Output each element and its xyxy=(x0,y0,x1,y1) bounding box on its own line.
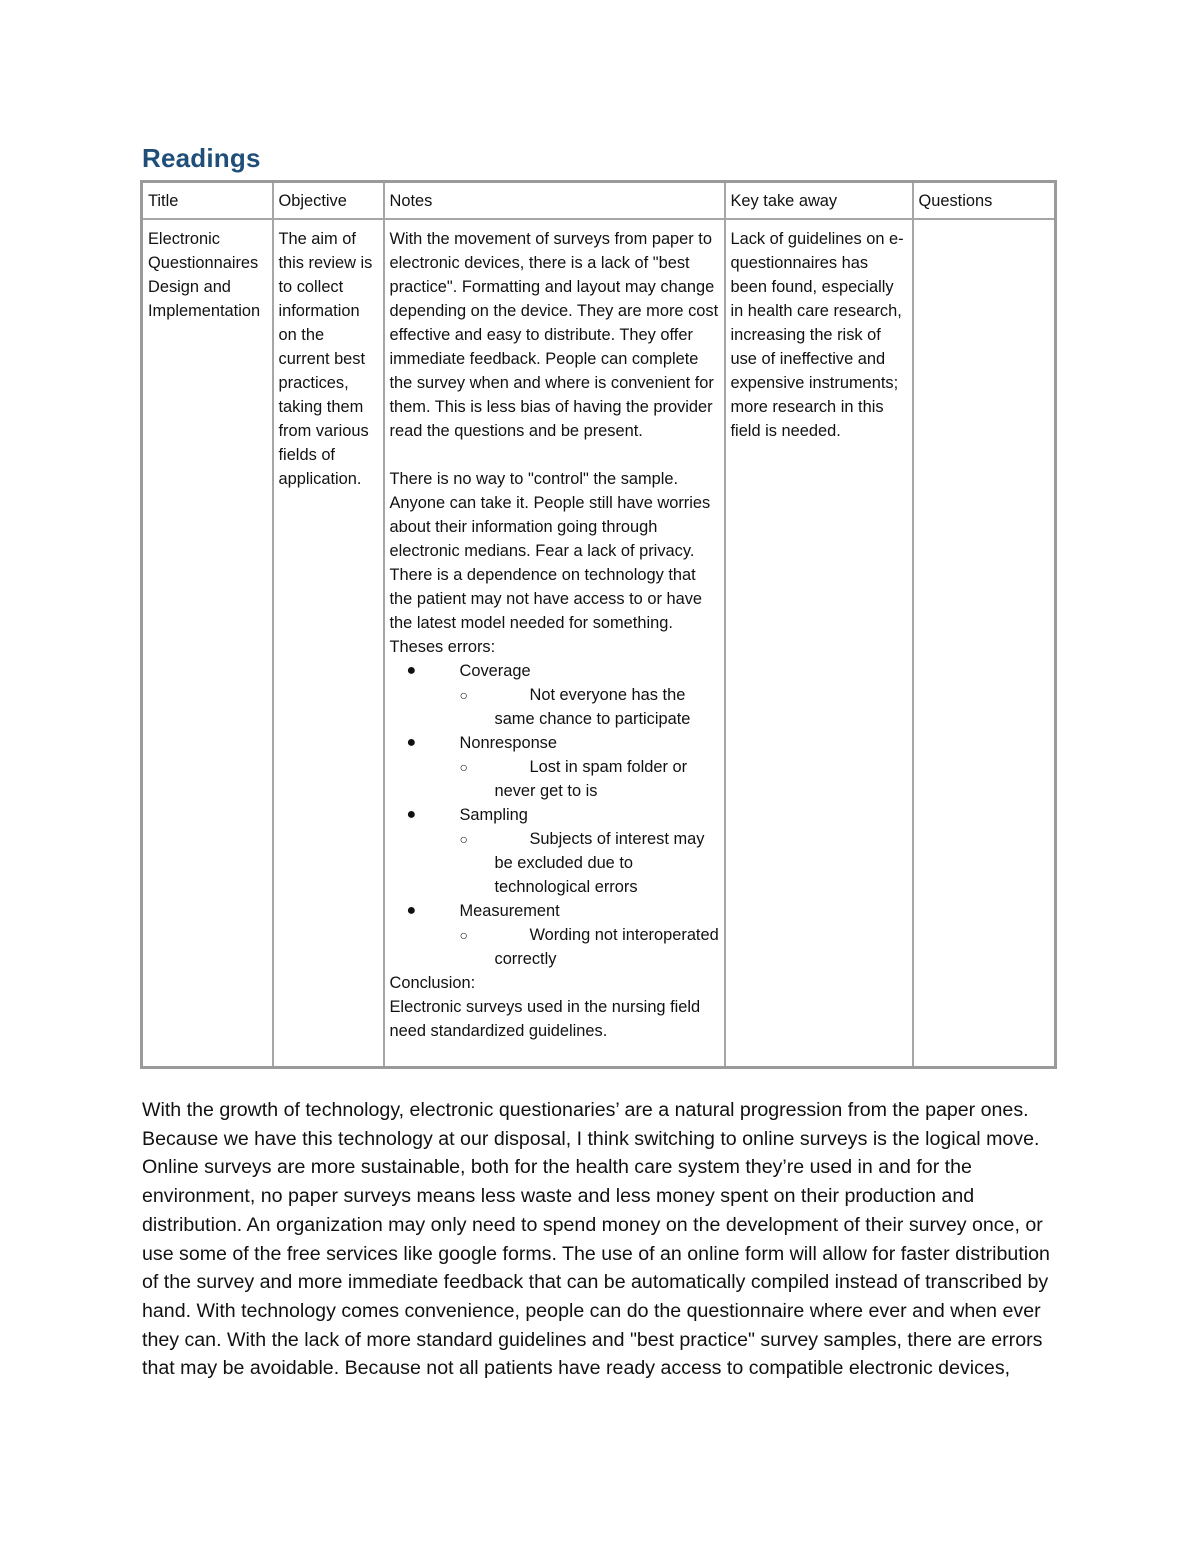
error-label: Nonresponse xyxy=(459,734,557,752)
error-detail: Not everyone has the same chance to participate xyxy=(494,686,691,728)
cell-questions xyxy=(913,219,1056,1068)
error-detail: Wording not interoperated correctly xyxy=(494,926,719,968)
error-label: Coverage xyxy=(459,662,531,680)
cell-notes xyxy=(384,219,725,1068)
list-item xyxy=(459,923,720,971)
error-sublist xyxy=(460,755,720,803)
header-notes: Notes xyxy=(384,182,725,220)
list-item xyxy=(459,755,720,803)
circle-bullet-icon: ○ xyxy=(459,927,468,943)
reading-title: Electronic Questionnaires Design and Implementation xyxy=(148,230,261,320)
header-questions: Questions xyxy=(913,182,1056,220)
header-key-take-away: Key take away xyxy=(725,182,913,220)
error-list xyxy=(390,659,720,971)
bullet-icon: ● xyxy=(406,734,417,751)
bullet-icon: ● xyxy=(406,902,417,919)
error-label: Measurement xyxy=(459,902,560,920)
notes-paragraph-1: With the movement of surveys from paper to electronic devices, there is a lack of "best practice". Formatting and layout may change depending on the device. They are more cost effective and easy to distribute. They offer immediate feedback. People can complete the survey when and where is convenient for them. This is less bias of having the provider read the questions and be present. xyxy=(389,230,719,440)
conclusion-label: Conclusion: xyxy=(389,974,476,992)
bullet-icon: ● xyxy=(406,806,417,823)
table-header-row xyxy=(142,182,1056,220)
body-paragraph: With the growth of technology, electronic questionaries’ are a natural progression from the paper ones. Because we have this technology at our disposal, I think switching to online surveys is the logical move. Online surveys are more sustainable, both for the health care system they’re used in and for the environment, no paper surveys means less waste and less money spent on their production and distribution. An organization may only need to spend money on the development of their survey once, or use some of the free services like google forms. The use of an online form will allow for faster distribution of the survey and more immediate feedback that can be automatically compiled instead of transcribed by hand. With technology comes convenience, people can do the questionnaire where ever and when ever they can. With the lack of more standard guidelines and "best practice" survey samples, there are errors that may be avoidable. Because not all patients have ready access to compatible electronic devices, xyxy=(142,1099,1050,1380)
notes-paragraph-2: There is no way to "control" the sample. Anyone can take it. People still have worries about their information going through electronic medians. Fear a lack of privacy. There is a dependence on technology that the patient may not have access to or have the latest model needed for something. Theses errors: xyxy=(389,470,711,656)
cell-key-take-away xyxy=(725,219,913,1068)
error-sublist xyxy=(460,923,720,971)
list-item xyxy=(390,803,720,899)
circle-bullet-icon: ○ xyxy=(459,687,468,703)
circle-bullet-icon: ○ xyxy=(459,759,468,775)
list-item xyxy=(390,731,720,803)
page-heading: Readings xyxy=(142,143,261,173)
error-detail: Lost in spam folder or never get to is xyxy=(494,758,688,800)
list-item xyxy=(390,899,720,971)
cell-objective xyxy=(273,219,384,1068)
cell-title xyxy=(142,219,273,1068)
list-item xyxy=(459,683,720,731)
error-detail: Subjects of interest may be excluded due to technological errors xyxy=(494,830,705,896)
table-row xyxy=(142,219,1056,1068)
reading-objective: The aim of this review is to collect information on the current best practices, taking them from various fields of application. xyxy=(278,230,373,488)
list-item xyxy=(459,827,720,899)
circle-bullet-icon: ○ xyxy=(459,831,468,847)
error-sublist xyxy=(460,827,720,899)
key-take-away-text: Lack of guidelines on e-questionnaires has been found, especially in health care research, increasing the risk of use of ineffective and expensive instruments; more research in this field is needed. xyxy=(730,230,904,440)
list-item xyxy=(390,659,720,731)
conclusion-text: Electronic surveys used in the nursing field need standardized guidelines. xyxy=(389,998,701,1040)
readings-table xyxy=(140,180,1057,1069)
header-title: Title xyxy=(142,182,273,220)
error-sublist xyxy=(460,683,720,731)
bullet-icon: ● xyxy=(406,662,417,679)
error-label: Sampling xyxy=(459,806,528,824)
header-objective: Objective xyxy=(273,182,384,220)
